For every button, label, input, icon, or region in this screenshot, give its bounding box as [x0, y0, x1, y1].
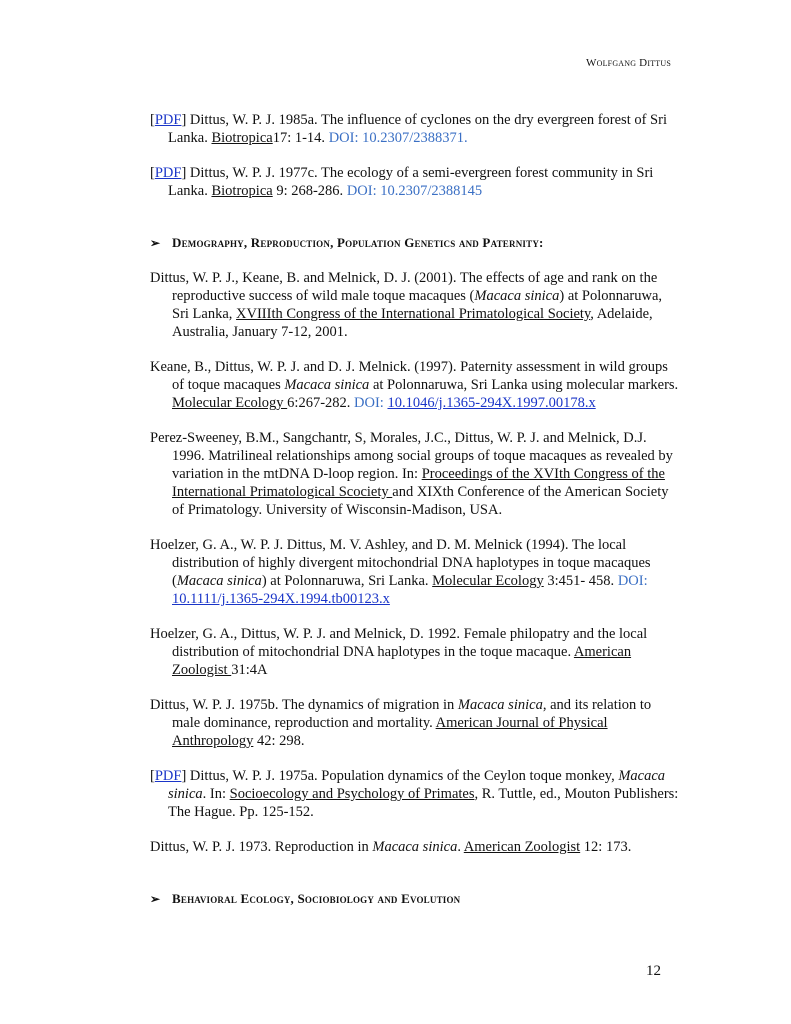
reference-item: [PDF] Dittus, W. P. J. 1977c. The ecology of a semi-evergreen forest community in Sri Lanka. Biotropica 9: 268-286. DOI: 10.2307/2388145: [150, 165, 654, 199]
journal-name: Biotropica: [211, 183, 273, 199]
pdf-link[interactable]: PDF: [154, 165, 182, 181]
document-body: [150, 111, 680, 925]
running-header: Wolfgang Dittus: [586, 57, 671, 69]
doi-label: DOI:: [617, 573, 648, 589]
venue-name: Proceedings of the XVIth Congress of the International Primatological Scociety: [172, 466, 665, 500]
pdf-link[interactable]: PDF: [154, 112, 182, 128]
venue-name: Molecular Ecology: [172, 395, 288, 411]
pdf-link[interactable]: PDF: [154, 768, 182, 784]
section-heading-demography: ➢ Demography, Reproduction, Population Genetics and Paternity:: [150, 235, 544, 250]
venue-name: XVIIIth Congress of the International Primatological Society: [236, 306, 591, 322]
reference-item: [PDF] Dittus, W. P. J. 1975a. Population dynamics of the Ceylon toque monkey, Macaca sinica. In: Socioecology and Psychology of Primates, R. Tuttle, ed., Mouton Publishers: The Hague. Pp. 125-152.: [150, 768, 679, 820]
venue-name: Molecular Ecology: [432, 573, 544, 589]
page-number: 12: [646, 963, 661, 979]
species-name: Macaca sinica: [168, 768, 666, 802]
reference-item: [PDF] Dittus, W. P. J. 1985a. The influence of cyclones on the dry evergreen forest of Sri Lanka. Biotropica17: 1-14. DOI: 10.2307/2388371.: [150, 112, 667, 146]
reference-item: Perez-Sweeney, B.M., Sangchantr, S, Morales, J.C., Dittus, W. P. J. and Melnick, D.J. 1996. Matrilineal relationships among social groups of toque macaques as revealed by variation in the mtDNA D-loop region. In: Proceedings of the XVIth Congress of the International Primatological Scociety and XIXth Conference of the American Society of Primatology. University of Wisconsin-Madison, USA.: [150, 430, 673, 518]
reference-item: Hoelzer, G. A., W. P. J. Dittus, M. V. Ashley, and D. M. Melnick (1994). The local distribution of highly divergent mitochondrial DNA haplotypes in toque macaques (Macaca sinica) at Polonnaruwa, Sri Lanka. Molecular Ecology 3:451- 458. DOI: 10.1111/j.1365-294X.1994.tb00123.x: [150, 537, 651, 607]
section-heading-behavioral-ecology: ➢ Behavioral Ecology, Sociobiology and Evolution: [150, 891, 461, 906]
venue-name: American Journal of Physical Anthropology: [172, 715, 608, 749]
doi-link[interactable]: 10.1111/j.1365-294X.1994.tb00123.x: [172, 591, 390, 607]
arrow-bullet-icon: ➢: [150, 892, 161, 906]
species-name: Macaca sinica: [176, 573, 262, 589]
reference-item: Hoelzer, G. A., Dittus, W. P. J. and Melnick, D. 1992. Female philopatry and the local distribution of mitochondrial DNA haplotypes in the toque macaque. American Zoologist 31:4A: [150, 626, 648, 678]
species-name: Macaca sinica: [474, 288, 560, 304]
doi-text[interactable]: DOI: 10.2307/2388145: [346, 183, 483, 199]
journal-name: Biotropica: [211, 130, 273, 146]
reference-item: Dittus, W. P. J. 1975b. The dynamics of migration in Macaca sinica, and its relation to male dominance, reproduction and mortality. American Journal of Physical Anthropology 42: 298.: [150, 697, 652, 749]
species-name: Macaca sinica: [284, 377, 370, 393]
venue-name: American Zoologist: [463, 839, 581, 855]
doi-text[interactable]: DOI: 10.2307/2388371.: [328, 130, 468, 146]
venue-name: Socioecology and Psychology of Primates: [229, 786, 475, 802]
species-name: Macaca sinica: [372, 839, 458, 855]
reference-item: Dittus, W. P. J., Keane, B. and Melnick, D. J. (2001). The effects of age and rank on the reproductive success of wild male toque macaques (Macaca sinica) at Polonnaruwa, Sri Lanka, XVIIIth Congress of the International Primatological Society, Adelaide, Australia, January 7-12, 2001.: [150, 270, 663, 340]
species-name: Macaca sinica: [457, 697, 543, 713]
venue-name: American Zoologist: [172, 644, 632, 678]
arrow-bullet-icon: ➢: [150, 236, 161, 250]
doi-link[interactable]: 10.1046/j.1365-294X.1997.00178.x: [387, 395, 596, 411]
doi-label: DOI:: [354, 395, 384, 411]
reference-item: Dittus, W. P. J. 1973. Reproduction in Macaca sinica. American Zoologist 12: 173.: [150, 839, 632, 855]
reference-item: Keane, B., Dittus, W. P. J. and D. J. Melnick. (1997). Paternity assessment in wild groups of toque macaques Macaca sinica at Polonnaruwa, Sri Lanka using molecular markers. Molecular Ecology 6:267-282. DOI: 10.1046/j.1365-294X.1997.00178.x: [150, 359, 679, 411]
